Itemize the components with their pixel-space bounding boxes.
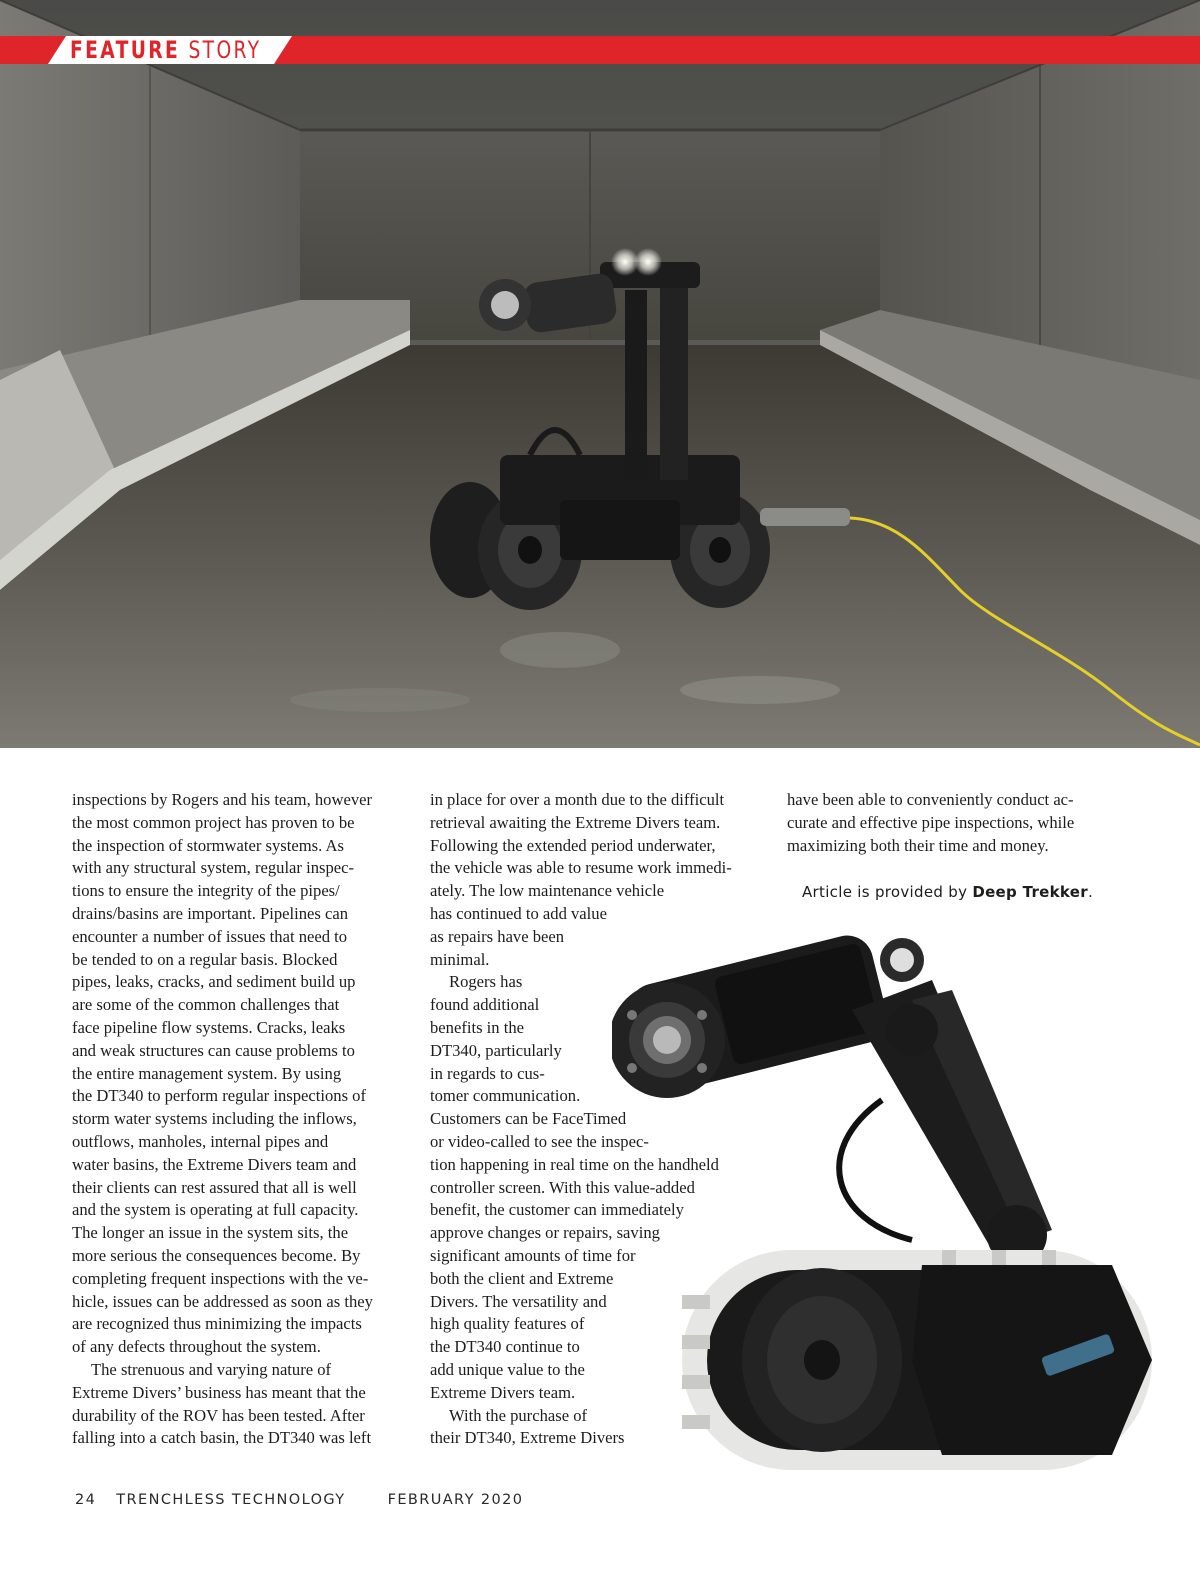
text-line: Extreme Divers’ business has meant that the: [72, 1382, 366, 1402]
magazine-name: TRENCHLESS TECHNOLOGY: [116, 1492, 346, 1508]
text-line: Divers. The versatility and: [430, 1291, 607, 1311]
text-line: falling into a catch basin, the DT340 was left: [72, 1428, 372, 1448]
text-line: ately. The low maintenance vehicle: [430, 881, 665, 901]
text-line: significant amounts of time for: [430, 1245, 636, 1265]
text-line: are recognized thus minimizing the impacts: [72, 1314, 362, 1334]
section-banner: [0, 36, 1200, 64]
text-line: The strenuous and varying nature of: [91, 1359, 332, 1379]
text-line: and the system is operating at full capacity.: [72, 1200, 359, 1220]
text-line: tion happening in real time on the handheld: [430, 1154, 719, 1174]
text-line: in place for over a month due to the difficult: [430, 790, 725, 809]
text-line: inspections by Rogers and his team, however: [72, 790, 373, 809]
text-line: in regards to cus-: [430, 1063, 545, 1083]
text-line: DT340, particularly: [430, 1040, 562, 1060]
text-line: storm water systems including the inflows,: [72, 1109, 357, 1129]
text-line: retrieval awaiting the Extreme Divers team.: [430, 812, 721, 832]
text-line: Customers can be FaceTimed: [430, 1109, 627, 1129]
text-line: as repairs have been: [430, 926, 565, 946]
credit-prefix: Article is provided by: [802, 883, 973, 902]
issue-date: FEBRUARY 2020: [387, 1492, 524, 1508]
text-line: tions to ensure the integrity of the pipes/: [72, 881, 340, 901]
text-line: the most common project has proven to be: [72, 812, 355, 832]
page-footer: [75, 1492, 523, 1508]
text-line: the DT340 continue to: [430, 1337, 580, 1357]
text-line: drains/basins are important. Pipelines can: [72, 903, 349, 923]
text-line: outflows, manholes, internal pipes and: [72, 1131, 329, 1151]
text-line: found additional: [430, 995, 540, 1015]
text-line: face pipeline flow systems. Cracks, leaks: [72, 1017, 346, 1037]
text-line: With the purchase of: [449, 1405, 588, 1425]
section-label: [70, 37, 261, 63]
text-line: the inspection of stormwater systems. As: [72, 835, 344, 855]
article-column-3: [787, 789, 1107, 904]
text-line: their DT340, Extreme Divers: [430, 1428, 625, 1448]
text-line: durability of the ROV has been tested. After: [72, 1405, 365, 1425]
article-column-2: [430, 789, 756, 1450]
text-line: minimal.: [430, 949, 490, 969]
text-line: Rogers has: [449, 972, 523, 992]
text-line: of any defects throughout the system.: [72, 1337, 321, 1357]
text-line: benefit, the customer can immediately: [430, 1200, 684, 1220]
text-line: hicle, issues can be addressed as soon as they: [72, 1291, 373, 1311]
section-label-feature: FEATURE: [70, 36, 181, 64]
page-number: 24: [75, 1492, 97, 1508]
text-line: add unique value to the: [430, 1359, 585, 1379]
article-column-1: [72, 789, 408, 1450]
text-line: or video-called to see the inspec-: [430, 1131, 649, 1151]
text-line: and weak structures can cause problems to: [72, 1040, 355, 1060]
text-line: benefits in the: [430, 1017, 525, 1037]
credit-brand: Deep Trekker: [972, 883, 1088, 902]
text-line: their clients can rest assured that all is well: [72, 1177, 357, 1197]
text-line: curate and effective pipe inspections, while: [787, 812, 1075, 832]
text-line: Extreme Divers team.: [430, 1382, 576, 1402]
text-line: completing frequent inspections with the ve-: [72, 1268, 369, 1288]
text-line: high quality features of: [430, 1314, 585, 1334]
text-line: the DT340 to perform regular inspections of: [72, 1086, 366, 1106]
text-line: have been able to conveniently conduct ac-: [787, 790, 1074, 809]
section-label-story: STORY: [188, 36, 262, 64]
article-credit: [787, 881, 1107, 904]
text-line: are some of the common challenges that: [72, 995, 340, 1015]
text-line: the entire management system. By using: [72, 1063, 342, 1083]
text-line: water basins, the Extreme Divers team and: [72, 1154, 357, 1174]
text-line: be tended to on a regular basis. Blocked: [72, 949, 338, 969]
text-line: Following the extended period underwater,: [430, 835, 716, 855]
text-line: The longer an issue in the system sits, the: [72, 1223, 349, 1243]
text-line: more serious the consequences become. By: [72, 1245, 361, 1265]
text-line: both the client and Extreme: [430, 1268, 614, 1288]
text-line: with any structural system, regular inspec-: [72, 858, 355, 878]
text-line: maximizing both their time and money.: [787, 835, 1049, 855]
hero-photo: [0, 0, 1200, 748]
text-line: controller screen. With this value-added: [430, 1177, 695, 1197]
text-line: pipes, leaks, cracks, and sediment build up: [72, 972, 356, 992]
credit-suffix: .: [1087, 883, 1094, 902]
text-line: the vehicle was able to resume work immedi-: [430, 858, 732, 878]
text-line: encounter a number of issues that need to: [72, 926, 348, 946]
text-line: tomer communication.: [430, 1086, 581, 1106]
text-line: approve changes or repairs, saving: [430, 1223, 660, 1243]
text-line: has continued to add value: [430, 903, 607, 923]
